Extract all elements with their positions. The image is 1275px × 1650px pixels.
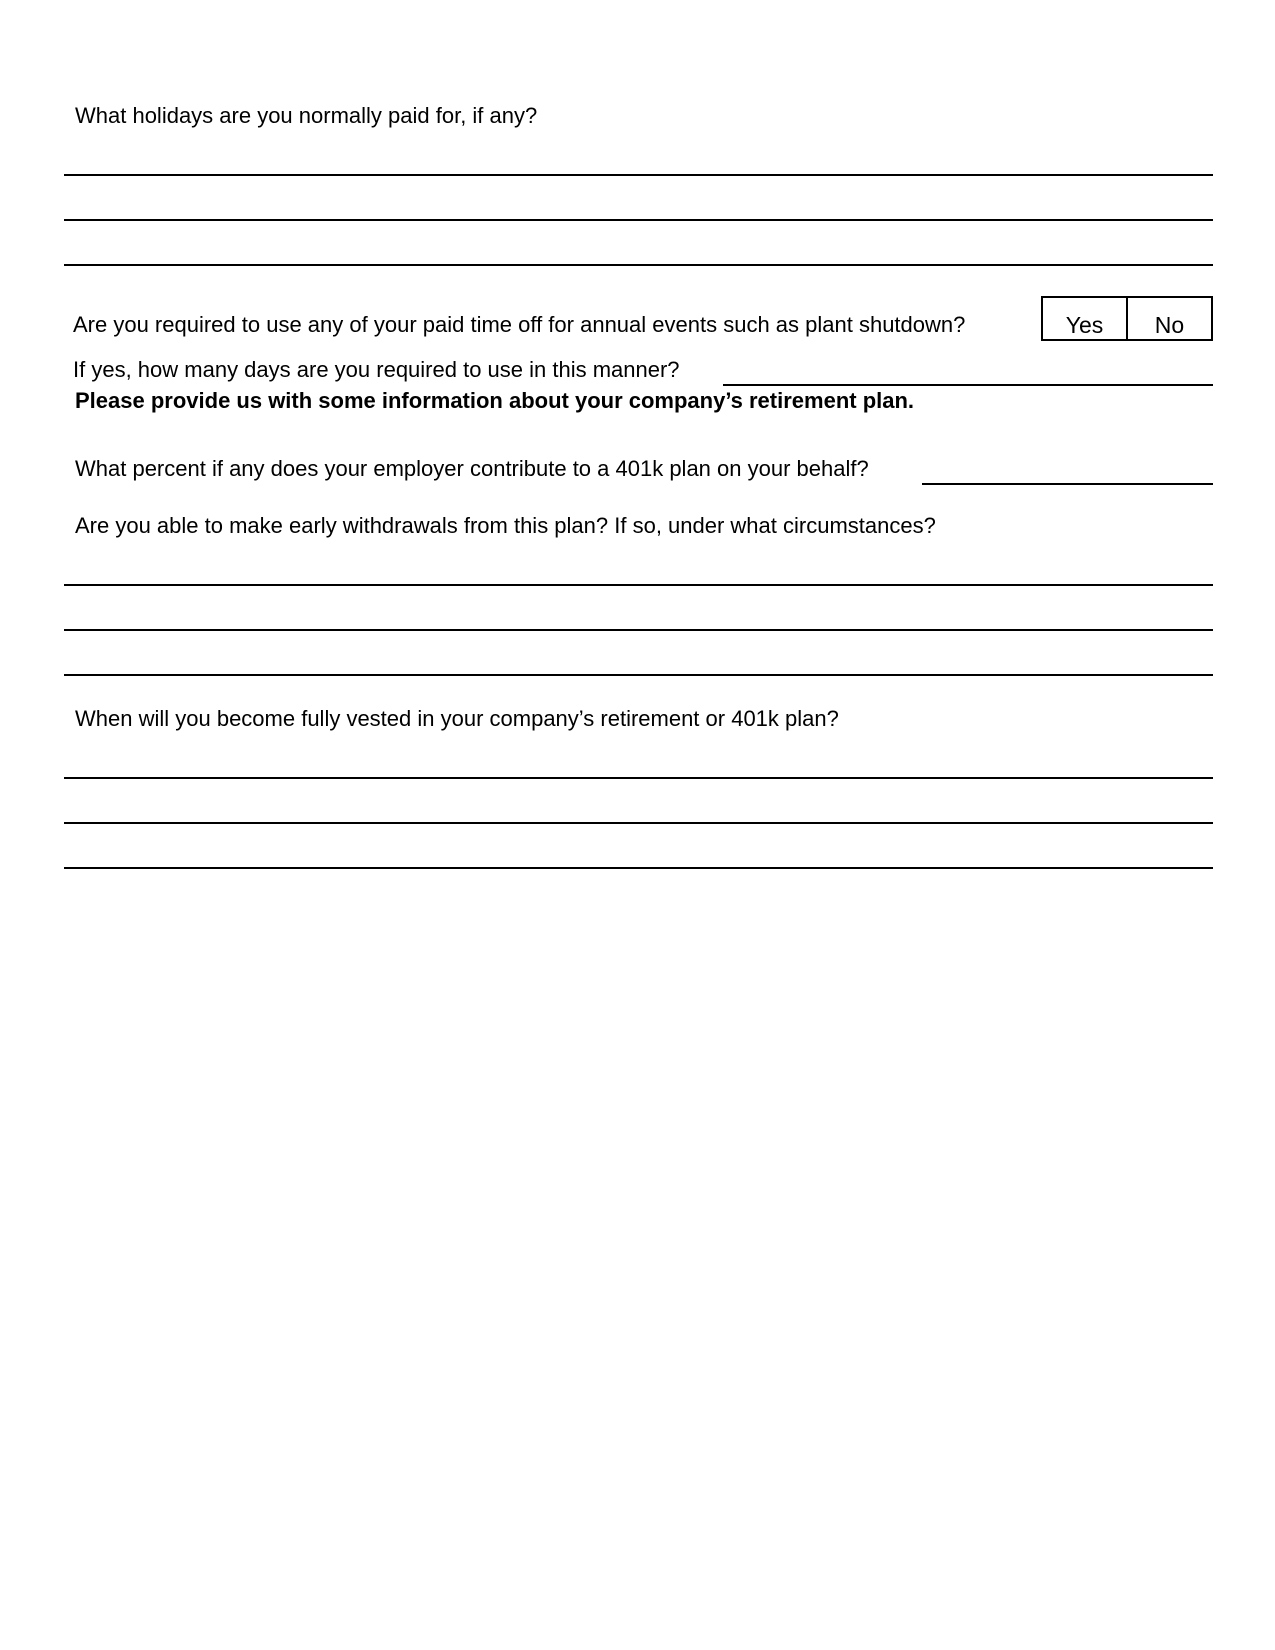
- withdrawals-answer-line-1[interactable]: [64, 584, 1213, 586]
- retirement-section-heading: Please provide us with some information about your company’s retirement plan.: [75, 388, 915, 413]
- holidays-question: What holidays are you normally paid for, if any?: [75, 103, 538, 128]
- holidays-answer-line-3[interactable]: [64, 264, 1213, 266]
- yes-no-choice-box: [1041, 296, 1213, 341]
- vested-question: When will you become fully vested in your company’s retirement or 401k plan?: [75, 706, 839, 731]
- withdrawals-question: Are you able to make early withdrawals from this plan? If so, under what circumstances?: [75, 513, 936, 538]
- holidays-answer-line-2[interactable]: [64, 219, 1213, 221]
- days-answer-line[interactable]: [723, 384, 1213, 386]
- vested-answer-line-3[interactable]: [64, 867, 1213, 869]
- yes-option[interactable]: Yes: [1065, 312, 1104, 338]
- vested-answer-line-2[interactable]: [64, 822, 1213, 824]
- percent-question: What percent if any does your employer contribute to a 401k plan on your behalf?: [75, 456, 869, 481]
- holidays-answer-line-1[interactable]: [64, 174, 1213, 176]
- percent-answer-line[interactable]: [922, 483, 1213, 485]
- days-question: If yes, how many days are you required to use in this manner?: [73, 357, 680, 382]
- no-option[interactable]: No: [1126, 298, 1211, 339]
- vested-answer-line-1[interactable]: [64, 777, 1213, 779]
- withdrawals-answer-line-2[interactable]: [64, 629, 1213, 631]
- shutdown-question: Are you required to use any of your paid time off for annual events such as plant shutdown?: [73, 312, 966, 337]
- withdrawals-answer-line-3[interactable]: [64, 674, 1213, 676]
